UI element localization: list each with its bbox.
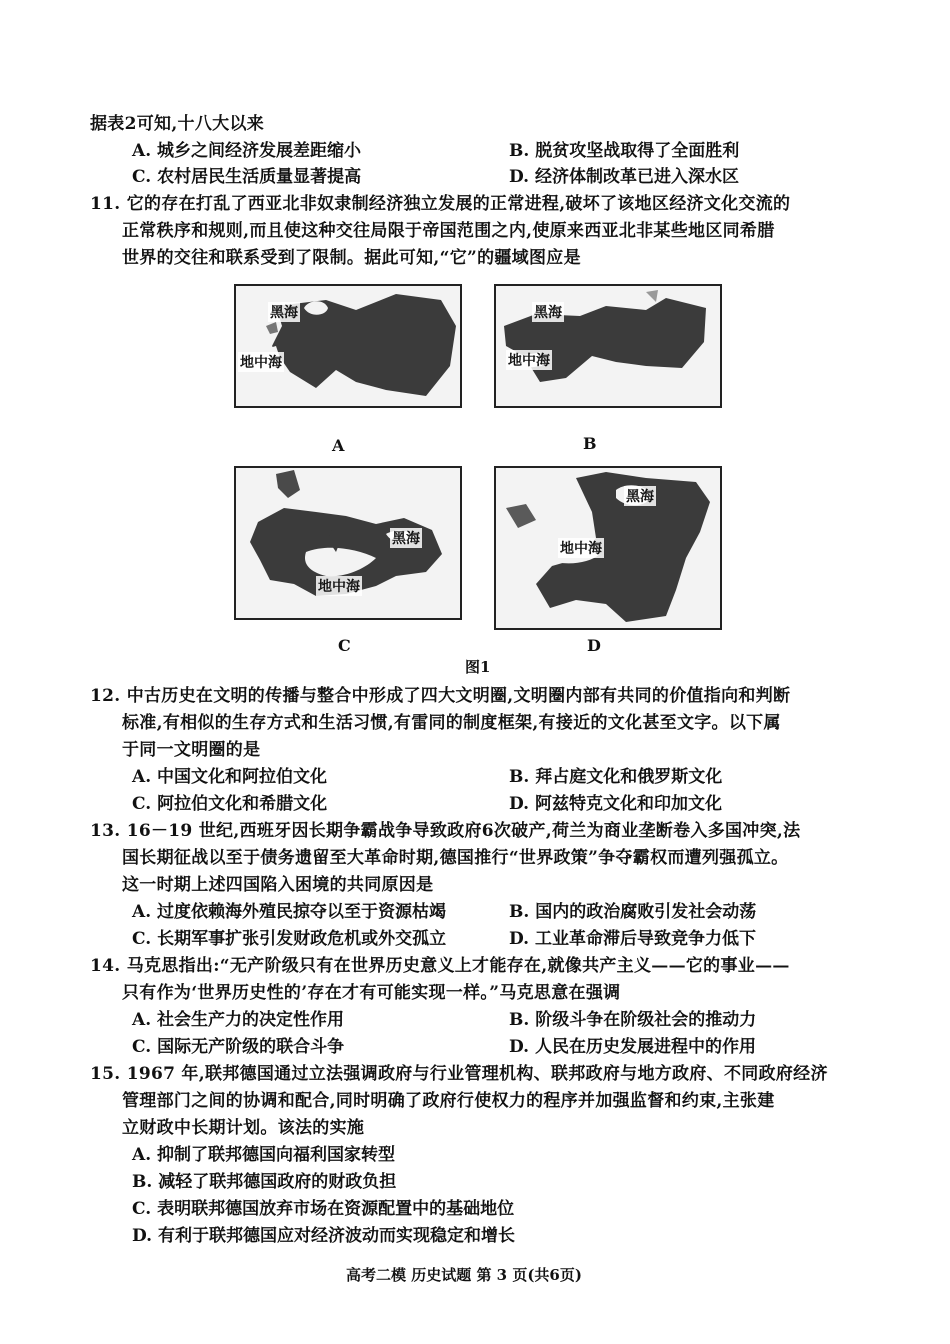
map-b-label-mediterranean: 地中海 (506, 350, 552, 370)
q12-line-3: 于同一文明圈的是 (122, 740, 261, 760)
q10-option-d[interactable]: D. 经济体制改革已进入深水区 (509, 167, 739, 187)
map-a[interactable] (234, 284, 462, 408)
page-footer: 高考二模 历史试题 第 3 页(共6页) (346, 1266, 582, 1284)
q14-line-2: 只有作为‘世界历史性的’存在才有可能实现一样。”马克思意在强调 (122, 983, 621, 1003)
q14-option-d[interactable]: D. 人民在历史发展进程中的作用 (509, 1037, 756, 1057)
q11-line-1: 11. 它的存在打乱了西亚北非奴隶制经济独立发展的正常进程,破坏了该地区经济文化交流的 (90, 194, 791, 214)
map-d-label-black-sea: 黑海 (624, 486, 656, 506)
map-c-label-mediterranean: 地中海 (316, 576, 362, 596)
q10-option-b[interactable]: B. 脱贫攻坚战取得了全面胜利 (509, 141, 740, 161)
q11-line-2: 正常秩序和规则,而且使这种交往局限于帝国范围之内,使原来西亚北非某些地区同希腊 (122, 221, 775, 241)
q15-line-3: 立财政中长期计划。该法的实施 (122, 1118, 365, 1138)
figure-caption: 图1 (465, 658, 491, 676)
q12-option-d[interactable]: D. 阿兹特克文化和印加文化 (509, 794, 722, 814)
q14-option-b[interactable]: B. 阶级斗争在阶级社会的推动力 (509, 1010, 757, 1030)
map-b[interactable] (494, 284, 722, 408)
map-b-letter: B (583, 434, 597, 453)
map-b-graphic (496, 286, 720, 406)
map-a-label-black-sea: 黑海 (268, 302, 300, 322)
q13-line-3: 这一时期上述四国陷入困境的共同原因是 (122, 875, 434, 895)
map-b-label-black-sea: 黑海 (532, 302, 564, 322)
q12-option-a[interactable]: A. 中国文化和阿拉伯文化 (132, 767, 328, 787)
map-a-letter: A (332, 436, 345, 455)
q14-option-c[interactable]: C. 国际无产阶级的联合斗争 (132, 1037, 345, 1057)
q13-option-a[interactable]: A. 过度依赖海外殖民掠夺以至于资源枯竭 (132, 902, 447, 922)
map-d-letter: D (587, 636, 601, 655)
q11-line-3: 世界的交往和联系受到了限制。据此可知,“它”的疆域图应是 (122, 248, 581, 268)
q12-option-b[interactable]: B. 拜占庭文化和俄罗斯文化 (509, 767, 723, 787)
map-d[interactable] (494, 466, 722, 630)
map-d-label-mediterranean: 地中海 (558, 538, 604, 558)
q15-option-a[interactable]: A. 抑制了联邦德国向福利国家转型 (132, 1145, 396, 1165)
q13-option-b[interactable]: B. 国内的政治腐败引发社会动荡 (509, 902, 757, 922)
map-c-letter: C (338, 636, 351, 655)
q14-line-1: 14. 马克思指出:“无产阶级只有在世界历史意义上才能存在,就像共产主义——它的事业—— (90, 956, 790, 976)
map-c[interactable] (234, 466, 462, 620)
q13-line-2: 国长期征战以至于债务遗留至大革命时期,德国推行“世界政策”争夺霸权而遭列强孤立。 (122, 848, 789, 868)
q10-option-a[interactable]: A. 城乡之间经济发展差距缩小 (132, 141, 362, 161)
q15-option-b[interactable]: B. 减轻了联邦德国政府的财政负担 (132, 1172, 397, 1192)
q15-line-1: 15. 1967 年,联邦德国通过立法强调政府与行业管理机构、联邦政府与地方政府、不同政府经济 (90, 1064, 828, 1084)
q10-option-c[interactable]: C. 农村居民生活质量显著提高 (132, 167, 362, 187)
map-d-graphic (496, 468, 720, 628)
q15-option-d[interactable]: D. 有利于联邦德国应对经济波动而实现稳定和增长 (132, 1226, 515, 1246)
map-c-label-black-sea: 黑海 (390, 528, 422, 548)
map-a-label-mediterranean: 地中海 (238, 352, 284, 372)
q10-stem: 据表2可知,十八大以来 (90, 114, 265, 134)
q14-option-a[interactable]: A. 社会生产力的决定性作用 (132, 1010, 345, 1030)
q15-option-c[interactable]: C. 表明联邦德国放弃市场在资源配置中的基础地位 (132, 1199, 515, 1219)
q13-option-d[interactable]: D. 工业革命滞后导致竞争力低下 (509, 929, 756, 949)
q12-line-2: 标准,有相似的生存方式和生活习惯,有雷同的制度框架,有接近的文化甚至文字。以下属 (122, 713, 781, 733)
q13-option-c[interactable]: C. 长期军事扩张引发财政危机或外交孤立 (132, 929, 447, 949)
q12-line-1: 12. 中古历史在文明的传播与整合中形成了四大文明圈,文明圈内部有共同的价值指向和判断 (90, 686, 791, 706)
q13-line-1: 13. 16－19 世纪,西班牙因长期争霸战争导致政府6次破产,荷兰为商业垄断卷入多国冲突,法 (90, 821, 801, 841)
q15-line-2: 管理部门之间的协调和配合,同时明确了政府行使权力的程序并加强监督和约束,主张建 (122, 1091, 775, 1111)
q12-option-c[interactable]: C. 阿拉伯文化和希腊文化 (132, 794, 328, 814)
